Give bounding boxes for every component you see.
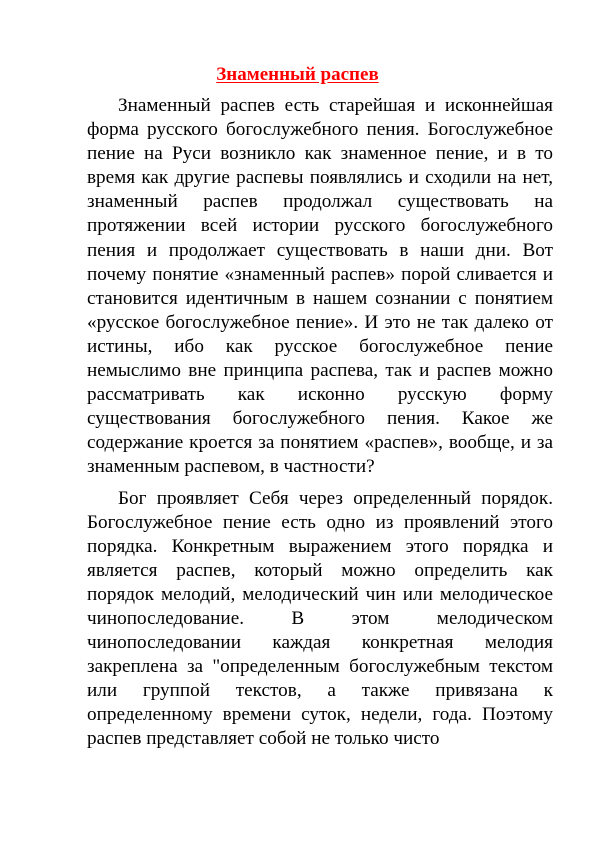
paragraph-1: Знаменный распев есть старейшая и исконнейшая форма русского богослужебного пения. Богослужебное пение на Руси возникло как знаменное пение, и в то время как другие распевы появлялись и сходили на нет, знаменный распев продолжал существовать на протяжении всей истории русского богослужебного пения и продолжает существовать в наши дни. Вот почему понятие «знаменный распев» порой сливается и становится идентичным в нашем сознании с понятием «русское богослужебное пение». И это не так далеко от истины, ибо как русское богослужебное пение немыслимо вне принципа распева, так и распев можно рассматривать как исконно русскую форму существования богослужебного пения. Какое же содержание кроется за понятием «распев», вообще, и за знаменным распевом, в частности? — [87, 95, 553, 478]
paragraph-2: Бог проявляет Себя через определенный порядок. Богослужебное пение есть одно из проявлений этого порядка. Конкретным выражением этого порядка и является распев, который можно определить как порядок мелодий, мелодический чин или мелодическое чинопоследование. В этом мелодическом чинопоследовании каждая конкретная мелодия закреплена за "определенным богослужебным текстом или группой текстов, а также привязана к определенному времени суток, недели, года. Поэтому распев представляет собой не только чисто — [87, 487, 553, 750]
page-title: Знаменный распев — [216, 64, 379, 85]
document-body — [87, 94, 553, 752]
